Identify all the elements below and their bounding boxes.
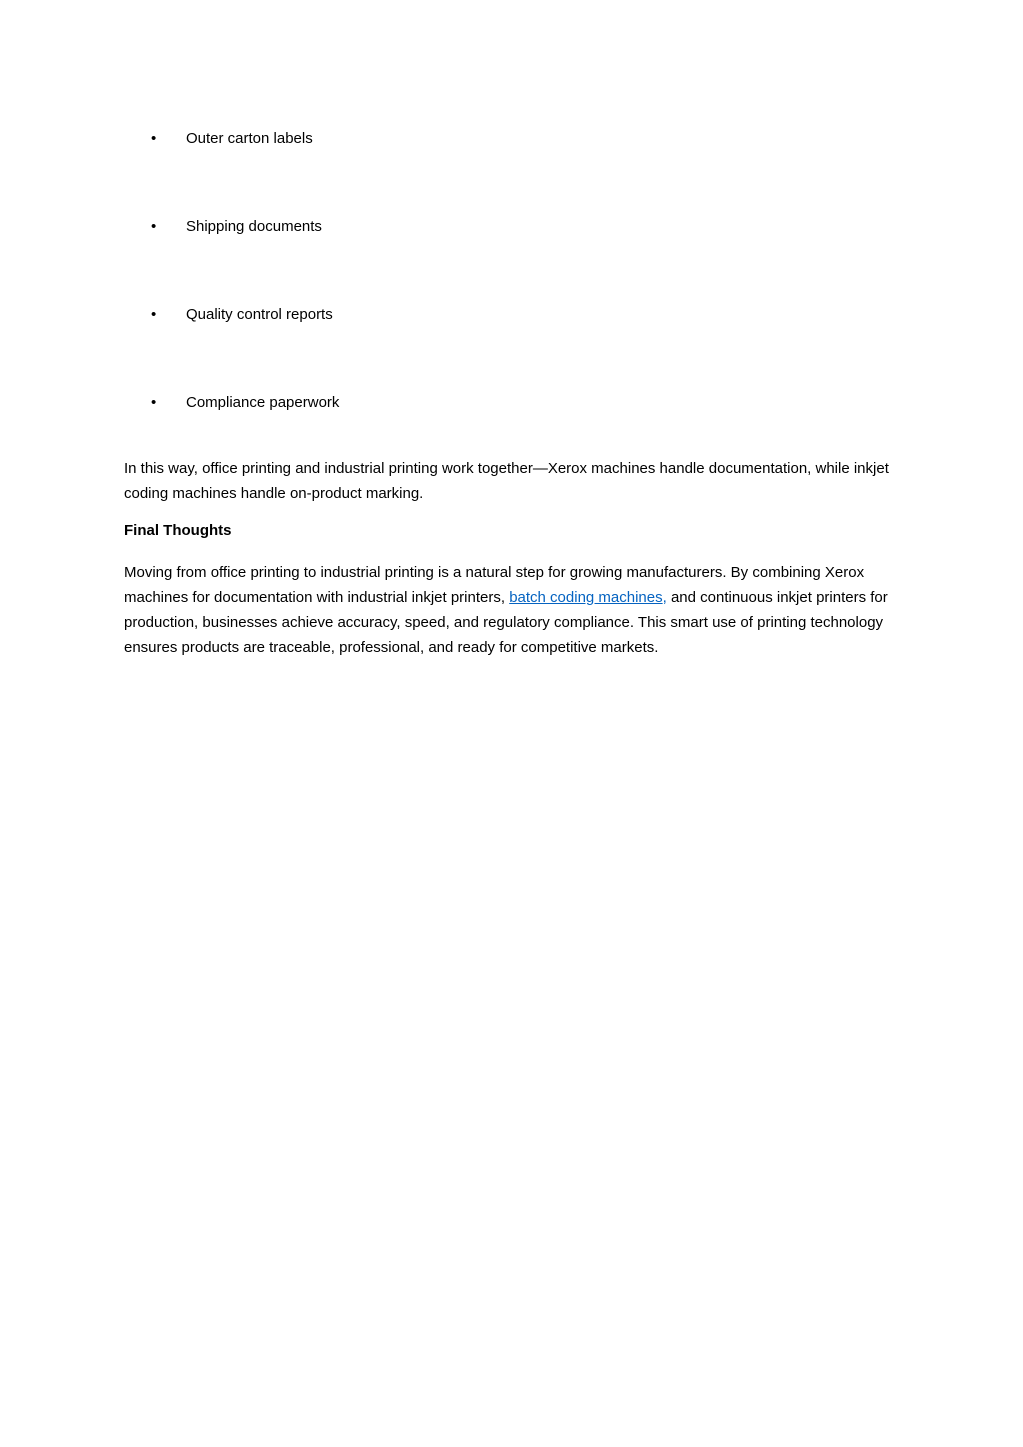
bullet-icon: • (151, 306, 157, 323)
final-paragraph-before-link: Moving from office printing to industrial printing is a natural step for growing manufacturers. By combining Xerox machines for documentation with industrial inkjet printers, (124, 564, 865, 606)
document-content (0, 0, 1023, 660)
bullet-icon: • (151, 130, 157, 147)
final-thoughts-heading: Final Thoughts (124, 522, 232, 539)
bullet-icon: • (151, 218, 157, 235)
list-item (124, 390, 894, 415)
list-item-label: Outer carton labels (186, 130, 313, 147)
list-item-label: Quality control reports (186, 306, 333, 323)
bullet-list (124, 126, 894, 415)
list-item-label: Compliance paperwork (186, 394, 340, 411)
final-paragraph-after-link: and continuous inkjet printers for production, businesses achieve accuracy, speed, and regulatory compliance. This smart use of printing technology ensures products are traceable, professional, and ready for competitive markets. (124, 589, 888, 656)
bullet-icon: • (151, 394, 157, 411)
link-trailing-comma: , (662, 589, 667, 606)
list-item (124, 126, 894, 151)
batch-coding-machines-link[interactable]: batch coding machines (509, 589, 663, 606)
summary-paragraph: In this way, office printing and industrial printing work together—Xerox machines handle documentation, while inkjet coding machines handle on-product marking. (124, 460, 889, 502)
list-item (124, 302, 894, 327)
list-item (124, 214, 894, 239)
final-paragraph (124, 560, 894, 660)
list-item-label: Shipping documents (186, 218, 322, 235)
